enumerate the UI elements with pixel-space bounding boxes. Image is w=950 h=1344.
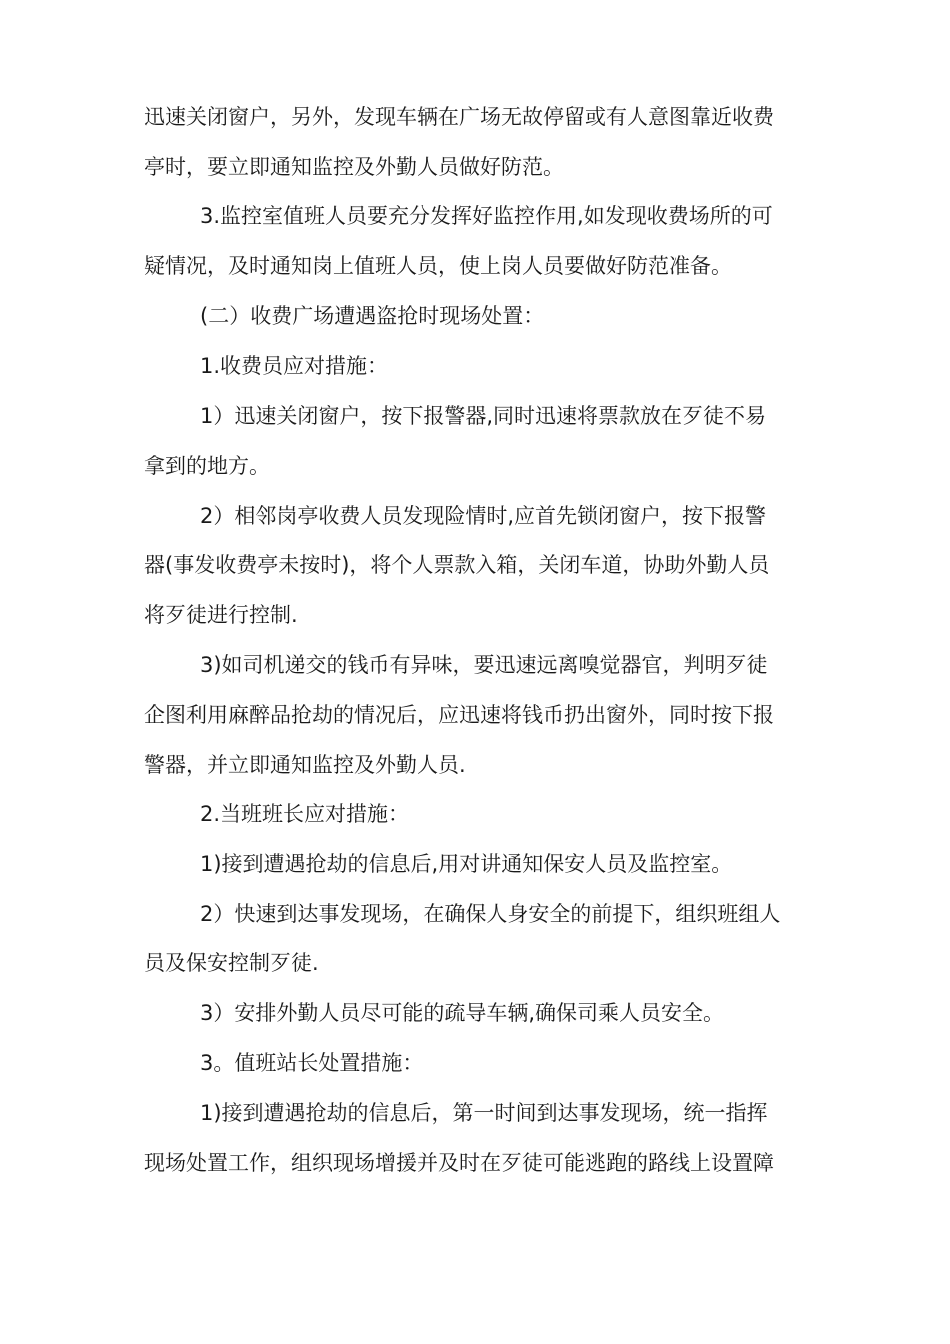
text-line: 亭时，要立即通知监控及外勤人员做好防范。 bbox=[144, 155, 564, 179]
text-line: 将歹徒进行控制. bbox=[144, 603, 298, 627]
text-line: 1)接到遭遇抢劫的信息后，第一时间到达事发现场，统一指挥 bbox=[200, 1101, 768, 1125]
text-line: 2）快速到达事发现场，在确保人身安全的前提下，组织班组人 bbox=[200, 902, 781, 926]
text-line: 现场处置工作，组织现场增援并及时在歹徒可能逃跑的路线上设置障 bbox=[144, 1151, 774, 1175]
text-line: 3)如司机递交的钱币有异味，要迅速远离嗅觉器官，判明歹徒 bbox=[200, 653, 768, 677]
text-line: 疑情况，及时通知岗上值班人员，使上岗人员要做好防范准备。 bbox=[144, 254, 732, 278]
text-line: 员及保安控制歹徒. bbox=[144, 951, 319, 975]
section-heading: (二）收费广场遭遇盗抢时现场处置： bbox=[200, 304, 545, 328]
subsection-heading: 1.收费员应对措施： bbox=[200, 354, 389, 378]
text-line: 警器，并立即通知监控及外勤人员. bbox=[144, 753, 466, 777]
text-line: 1）迅速关闭窗户，按下报警器,同时迅速将票款放在歹徒不易 bbox=[200, 404, 767, 428]
text-line: 2）相邻岗亭收费人员发现险情时,应首先锁闭窗户，按下报警 bbox=[200, 504, 767, 528]
text-line: 拿到的地方。 bbox=[144, 454, 270, 478]
text-line: 迅速关闭窗户，另外，发现车辆在广场无故停留或有人意图靠近收费 bbox=[144, 105, 774, 129]
text-line: 1)接到遭遇抢劫的信息后,用对讲通知保安人员及监控室。 bbox=[200, 852, 733, 876]
text-line: 3.监控室值班人员要充分发挥好监控作用,如发现收费场所的可 bbox=[200, 204, 773, 228]
text-line: 器(事发收费亭未按时)，将个人票款入箱，关闭车道，协助外勤人员 bbox=[144, 553, 770, 577]
text-line: 3）安排外勤人员尽可能的疏导车辆,确保司乘人员安全。 bbox=[200, 1001, 725, 1025]
text-line: 企图利用麻醉品抢劫的情况后，应迅速将钱币扔出窗外，同时按下报 bbox=[144, 703, 774, 727]
subsection-heading: 3。值班站长处置措施： bbox=[200, 1051, 424, 1075]
subsection-heading: 2.当班班长应对措施： bbox=[200, 802, 410, 826]
